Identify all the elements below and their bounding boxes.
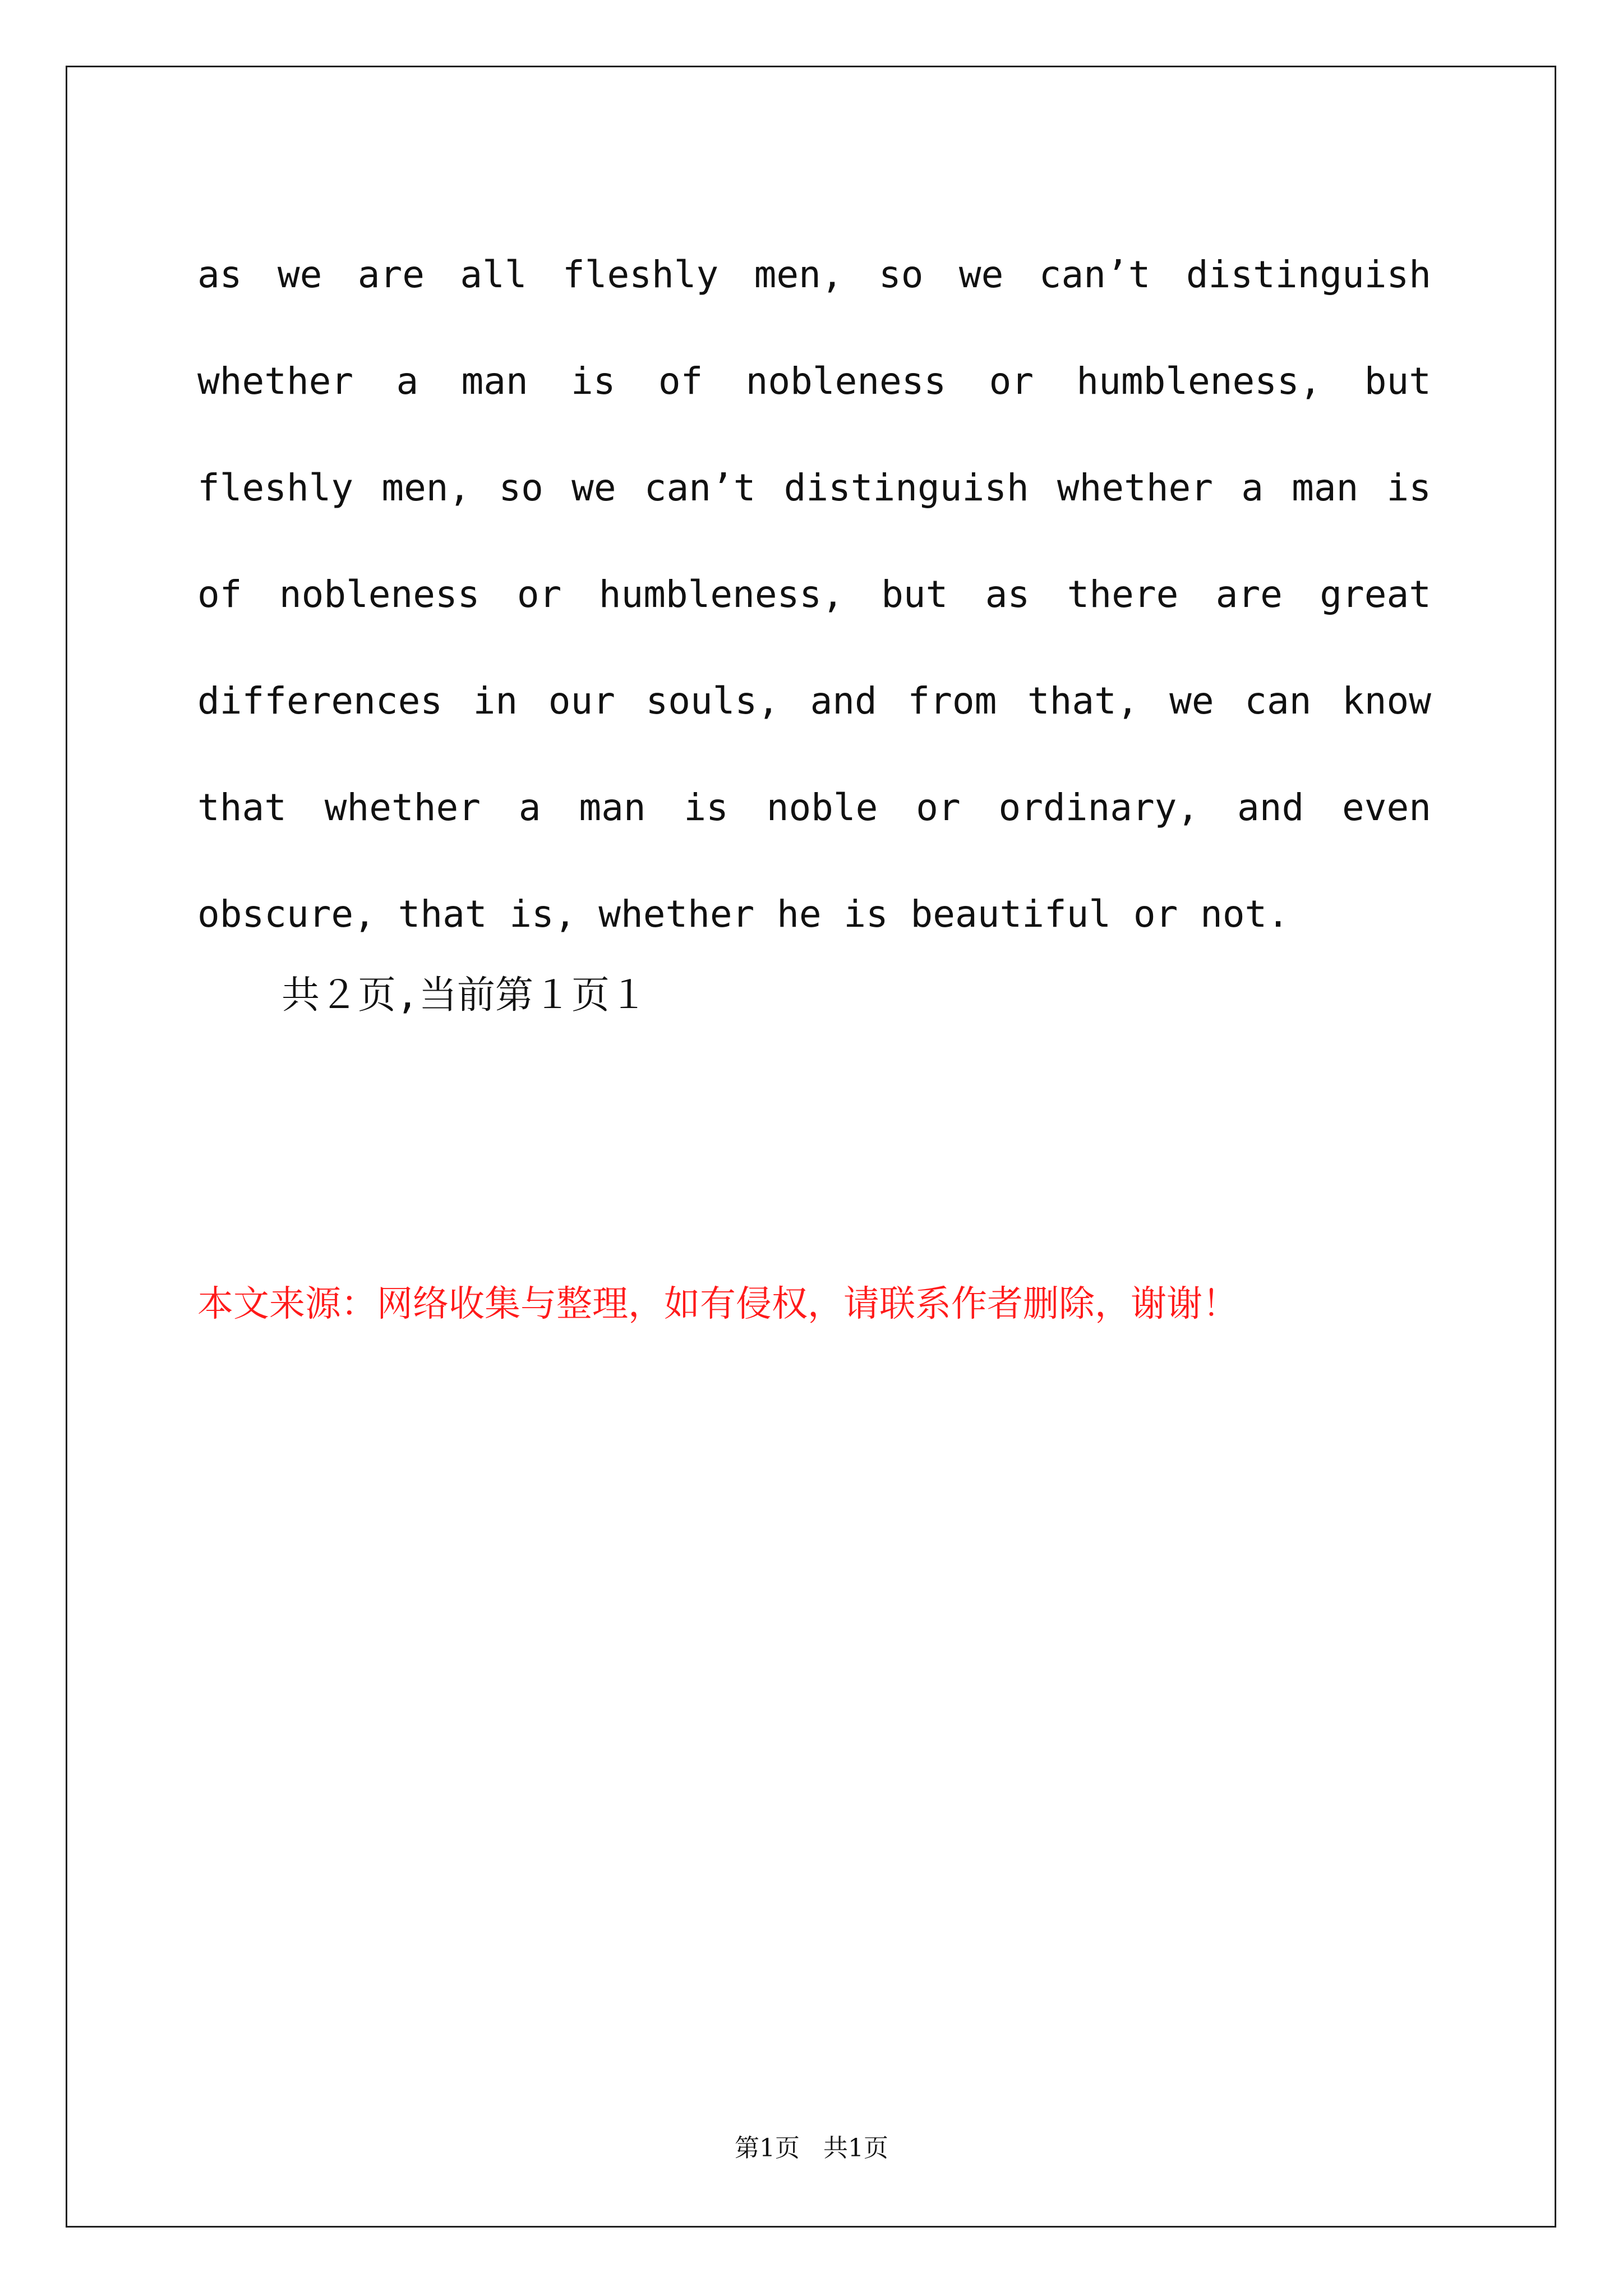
footer-total-pages: 共1页 <box>823 2134 888 2162</box>
paragraph: as we are all fleshly men, so we can’t distinguish whether a man is of nobleness or humbleness, but fleshly men, so we can’t distinguish whether a man is of nobleness or humbleness, but as there are great differences in our souls, and from that, we can know that whether a man is noble or ordinary, and even obscure, that is, whether he is beautiful or not. <box>197 253 1431 936</box>
body-text <box>197 222 1431 968</box>
page-footer <box>0 2132 1623 2165</box>
page-indicator: 共２页,当前第１页１ <box>282 973 648 1018</box>
source-note: 本文来源：网络收集与整理，如有侵权，请联系作者删除，谢谢！ <box>197 1283 1238 1325</box>
footer-current-page: 第1页 <box>735 2134 800 2162</box>
